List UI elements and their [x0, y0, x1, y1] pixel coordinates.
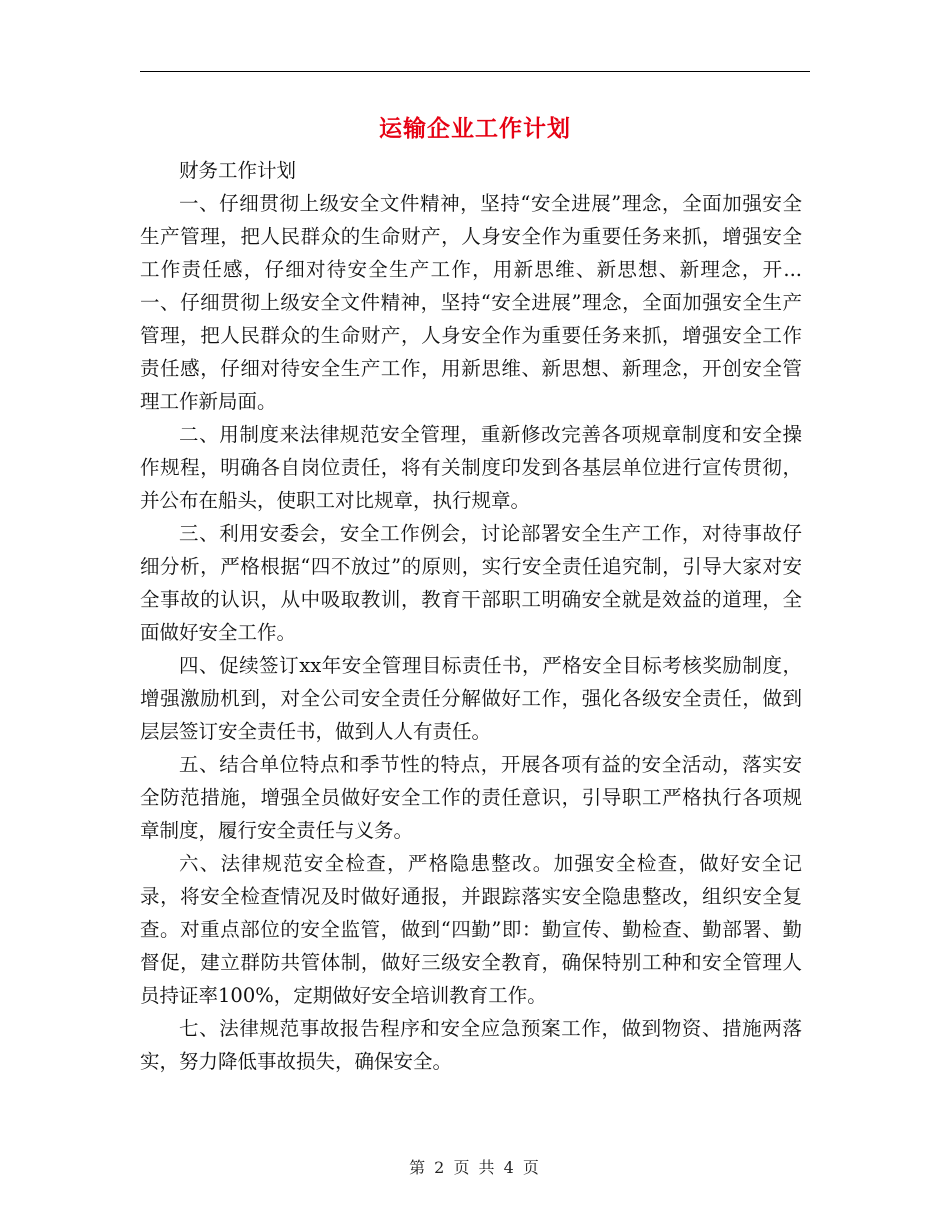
- document-body: [140, 154, 802, 1078]
- paragraph-7: 七、法律规范事故报告程序和安全应急预案工作，做到物资、措施两落实，努力降低事故损失，确保安全。: [140, 1017, 802, 1073]
- paragraph-2: 二、用制度来法律规范安全管理，重新修改完善各项规章制度和安全操作规程，明确各自岗位责任，将有关制度印发到各基层单位进行宣传贯彻，并公布在船头，使职工对比规章，执行规章。: [140, 423, 802, 512]
- paragraph-6: 六、法律规范安全检查，严格隐患整改。加强安全检查，做好安全记录，将安全检查情况及时做好通报，并跟踪落实安全隐患整改，组织安全复查。对重点部位的安全监管，做到“四勤”即：勤宣传、勤检查、勤部署、勤督促，建立群防共管体制，做好三级安全教育，确保特别工种和安全管理人员持证率100%，定期做好安全培训教育工作。: [140, 852, 802, 1007]
- section-heading: 财务工作计划: [179, 159, 297, 182]
- paragraph-5: 五、结合单位特点和季节性的特点，开展各项有益的安全活动，落实安全防范措施，增强全员做好安全工作的责任意识，引导职工严格执行各项规章制度，履行安全责任与义务。: [140, 753, 802, 842]
- paragraph-3: 三、利用安委会，安全工作例会，讨论部署安全生产工作，对待事故仔细分析，严格根据“四不放过”的原则，实行安全责任追究制，引导大家对安全事故的认识，从中吸取教训，教育干部职工明确安全就是效益的道理，全面做好安全工作。: [140, 522, 802, 644]
- header-rule: [140, 71, 810, 72]
- document-title: 运输企业工作计划: [379, 115, 571, 142]
- paragraph-1: 一、仔细贯彻上级安全文件精神，坚持“安全进展”理念，全面加强安全生产管理，把人民群众的生命财产，人身安全作为重要任务来抓，增强安全工作责任感，仔细对待安全生产工作，用新思维、新思想、新理念，开...一、仔细贯彻上级安全文件精神，坚持“安全进展”理念，全面加强安全生产管理，把人民群众的生命财产，人身安全作为重要任务来抓，增强安全工作责任感，仔细对待安全生产工作，用新思维、新思想、新理念，开创安全管理工作新局面。: [140, 192, 802, 413]
- page-footer: 第 2 页 共 4 页: [409, 1158, 541, 1177]
- paragraph-4: 四、促续签订xx年安全管理目标责任书，严格安全目标考核奖励制度，增强激励机到，对全公司安全责任分解做好工作，强化各级安全责任，做到层层签订安全责任书，做到人人有责任。: [140, 654, 802, 743]
